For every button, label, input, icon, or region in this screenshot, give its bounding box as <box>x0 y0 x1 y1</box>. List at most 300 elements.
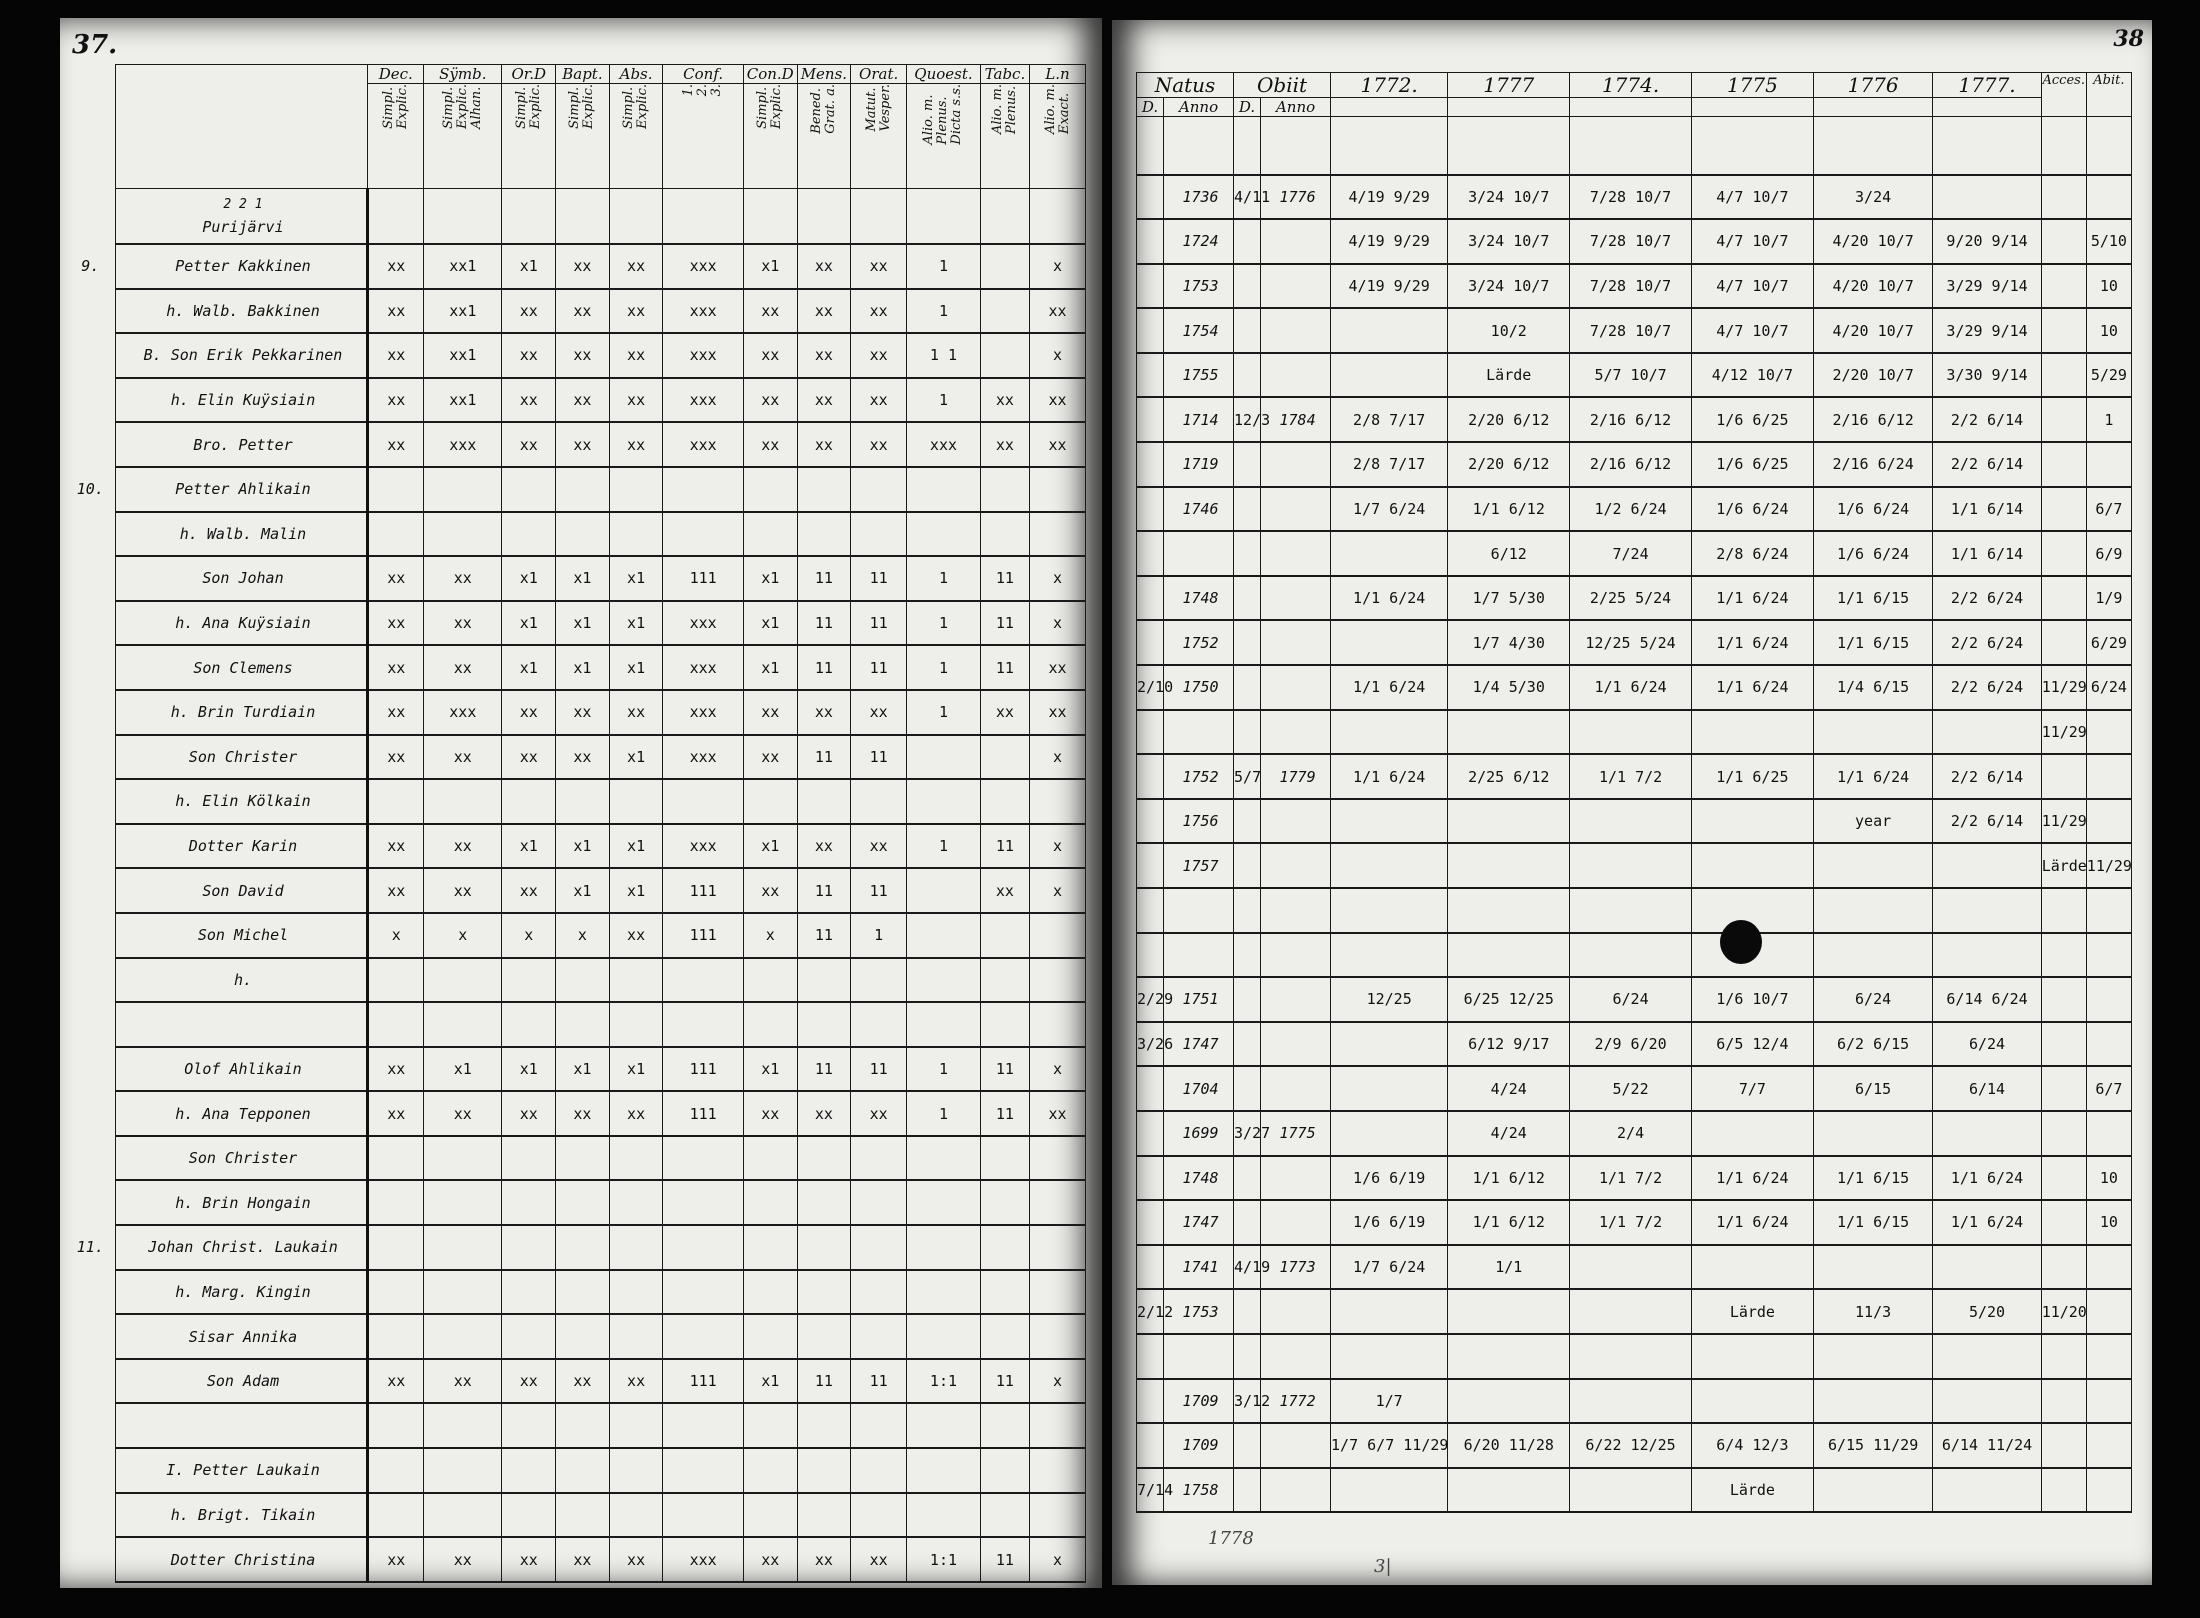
exam-1776 <box>1813 888 1933 933</box>
knowledge-mark <box>743 958 797 1003</box>
footer-year: 1778 <box>1208 1528 1254 1549</box>
person-name: Dotter Karin <box>115 824 368 869</box>
death-day <box>1234 308 1261 353</box>
household-number <box>66 1091 115 1136</box>
household-number <box>66 289 115 334</box>
date-row <box>1137 799 2132 844</box>
knowledge-mark: xx <box>743 378 797 423</box>
household-number <box>66 913 115 958</box>
knowledge-mark: xx1 <box>424 244 502 289</box>
knowledge-mark <box>797 467 851 512</box>
right-page <box>1112 20 2152 1585</box>
birth-year: 1699 <box>1164 1111 1234 1156</box>
knowledge-mark <box>663 1403 743 1448</box>
accessit-date <box>2041 264 2086 309</box>
knowledge-mark: xxx <box>663 333 743 378</box>
exam-1772: 4/19 9/29 <box>1331 264 1448 309</box>
knowledge-mark: xx <box>743 333 797 378</box>
natus-day <box>1137 353 1164 398</box>
exam-1772: 1/6 6/19 <box>1331 1156 1448 1201</box>
household-number <box>66 1314 115 1359</box>
death-year: 1775 <box>1261 1111 1331 1156</box>
knowledge-mark: xx <box>797 422 851 467</box>
knowledge-mark <box>851 512 907 557</box>
knowledge-mark <box>797 1448 851 1493</box>
accessit-date <box>2041 1379 2086 1424</box>
knowledge-mark <box>851 1403 907 1448</box>
exam-1774: 1/2 6/24 <box>1570 487 1692 532</box>
knowledge-mark: xx <box>743 289 797 334</box>
knowledge-mark: xx <box>851 244 907 289</box>
header-conf: Conf. <box>663 65 743 84</box>
person-name: B. Son Erik Pekkarinen <box>115 333 368 378</box>
knowledge-mark <box>556 1225 610 1270</box>
knowledge-mark <box>556 1270 610 1315</box>
knowledge-mark: x <box>1030 1047 1086 1092</box>
knowledge-mark <box>851 1136 907 1181</box>
subheader-orat: Matut. Vesper. <box>851 84 907 189</box>
accessit-date <box>2041 620 2086 665</box>
knowledge-mark: xx <box>368 1537 424 1582</box>
knowledge-mark: 11 <box>980 1091 1029 1136</box>
exam-1775: Lärde <box>1691 1468 1813 1513</box>
knowledge-mark: xx <box>424 1359 502 1404</box>
natus-day <box>1137 531 1164 576</box>
knowledge-mark <box>743 779 797 824</box>
exam-1774 <box>1570 888 1692 933</box>
natus-day <box>1137 888 1164 933</box>
birth-year: 1747 <box>1164 1200 1234 1245</box>
birth-year: 1736 <box>1164 175 1234 220</box>
exam-1777 <box>1933 1334 2041 1379</box>
death-day <box>1234 1066 1261 1111</box>
date-row <box>1137 576 2132 621</box>
exam-1776: 4/20 10/7 <box>1813 219 1933 264</box>
knowledge-mark <box>1030 913 1086 958</box>
exam-1772 <box>1331 620 1448 665</box>
date-row <box>1137 1245 2132 1290</box>
exam-1775: 7/7 <box>1691 1066 1813 1111</box>
exam-1774: 7/28 10/7 <box>1570 308 1692 353</box>
knowledge-mark <box>556 1493 610 1538</box>
person-row <box>66 1002 1086 1047</box>
knowledge-mark <box>980 289 1029 334</box>
knowledge-mark <box>797 1002 851 1047</box>
exam-1777: 9/20 9/14 <box>1933 219 2041 264</box>
accessit-date <box>2041 576 2086 621</box>
header-ln: L.n <box>1030 65 1086 84</box>
knowledge-mark <box>907 467 981 512</box>
knowledge-mark <box>907 1314 981 1359</box>
birth-year: 1757 <box>1164 843 1234 888</box>
knowledge-mark: xx <box>980 422 1029 467</box>
knowledge-mark <box>368 1225 424 1270</box>
knowledge-mark: xx <box>851 1537 907 1582</box>
abiit-date <box>2086 977 2131 1022</box>
subheader-natus-d: D. <box>1137 98 1164 117</box>
accessit-date <box>2041 1245 2086 1290</box>
header-year-1776: 1776 <box>1813 73 1933 98</box>
knowledge-mark <box>1030 512 1086 557</box>
exam-1772 <box>1331 888 1448 933</box>
knowledge-mark <box>556 779 610 824</box>
ink-blot <box>1720 920 1762 964</box>
village-marks: 2 2 1 <box>223 196 263 212</box>
accessit-date <box>2041 1200 2086 1245</box>
exam-1775: 1/1 6/24 <box>1691 576 1813 621</box>
exam-1776: 6/15 <box>1813 1066 1933 1111</box>
knowledge-mark: x <box>556 913 610 958</box>
exam-1774: 5/7 10/7 <box>1570 353 1692 398</box>
exam-1775: 2/8 6/24 <box>1691 531 1813 576</box>
knowledge-mark <box>797 1136 851 1181</box>
person-row <box>66 1136 1086 1181</box>
person-name: h. Brin Turdiain <box>115 690 368 735</box>
household-number <box>66 1493 115 1538</box>
knowledge-mark: xx <box>556 1537 610 1582</box>
knowledge-mark <box>743 1314 797 1359</box>
exam-1777: 2/2 6/24 <box>1933 665 2041 710</box>
knowledge-mark: xxx <box>424 690 502 735</box>
exam-1773: 1/1 <box>1448 1245 1570 1290</box>
knowledge-mark <box>851 1493 907 1538</box>
accessit-date <box>2041 1066 2086 1111</box>
abiit-date: 6/9 <box>2086 531 2131 576</box>
exam-1774: 6/22 12/25 <box>1570 1423 1692 1468</box>
death-day <box>1234 1156 1261 1201</box>
knowledge-mark: 1 <box>907 244 981 289</box>
knowledge-mark: xx <box>368 333 424 378</box>
knowledge-mark <box>663 1493 743 1538</box>
date-row <box>1137 1022 2132 1067</box>
natus-day <box>1137 1334 1164 1379</box>
knowledge-mark: x1 <box>502 824 556 869</box>
knowledge-mark: xx <box>851 378 907 423</box>
exam-1775: 1/6 6/25 <box>1691 442 1813 487</box>
knowledge-mark: xx <box>556 1359 610 1404</box>
accessit-date <box>2041 397 2086 442</box>
knowledge-mark <box>851 1002 907 1047</box>
header-tabc: Tabc. <box>980 65 1029 84</box>
birth-year: 1748 <box>1164 576 1234 621</box>
exam-1777: 2/2 6/14 <box>1933 799 2041 844</box>
knowledge-mark: xx <box>368 556 424 601</box>
knowledge-mark: xx <box>1030 1091 1086 1136</box>
birth-year <box>1164 1334 1234 1379</box>
person-name: Petter Ahlikain <box>115 467 368 512</box>
death-year <box>1261 264 1331 309</box>
knowledge-mark <box>502 1136 556 1181</box>
knowledge-mark <box>907 779 981 824</box>
knowledge-mark: xx <box>797 824 851 869</box>
village-name <box>115 189 368 245</box>
knowledge-mark: xx <box>368 289 424 334</box>
household-number <box>66 690 115 735</box>
knowledge-mark: xx <box>556 690 610 735</box>
header-abiit: Abit. <box>2086 73 2131 117</box>
abiit-date: 10 <box>2086 1200 2131 1245</box>
exam-1777: 6/24 <box>1933 1022 2041 1067</box>
exam-1775: Lärde <box>1691 1289 1813 1334</box>
knowledge-mark: x1 <box>609 1047 663 1092</box>
knowledge-mark <box>609 467 663 512</box>
knowledge-mark <box>980 1270 1029 1315</box>
knowledge-mark: xx <box>980 378 1029 423</box>
exam-1773 <box>1448 843 1570 888</box>
knowledge-mark: x <box>1030 1359 1086 1404</box>
knowledge-mark <box>1030 467 1086 512</box>
exam-1776 <box>1813 710 1933 755</box>
natus-day <box>1137 843 1164 888</box>
date-row <box>1137 620 2132 665</box>
date-row <box>1137 531 2132 576</box>
knowledge-mark: 1 <box>907 1091 981 1136</box>
exam-1776: 2/20 10/7 <box>1813 353 1933 398</box>
exam-1773 <box>1448 710 1570 755</box>
knowledge-mark <box>1030 779 1086 824</box>
knowledge-mark: xx <box>609 378 663 423</box>
knowledge-mark <box>797 512 851 557</box>
exam-1777: 2/2 6/14 <box>1933 442 2041 487</box>
exam-1772 <box>1331 1334 1448 1379</box>
accessit-date <box>2041 1111 2086 1156</box>
subheader-row <box>1137 98 2132 117</box>
death-day <box>1234 843 1261 888</box>
knowledge-mark <box>907 1403 981 1448</box>
exam-1773: 3/24 10/7 <box>1448 264 1570 309</box>
exam-1774 <box>1570 710 1692 755</box>
abiit-date: 6/7 <box>2086 1066 2131 1111</box>
knowledge-mark: xx <box>368 1047 424 1092</box>
header-abs: Abs. <box>609 65 663 84</box>
exam-1777: 6/14 11/24 <box>1933 1423 2041 1468</box>
household-number <box>66 1537 115 1582</box>
knowledge-mark <box>980 1403 1029 1448</box>
date-row <box>1137 219 2132 264</box>
exam-1774 <box>1570 933 1692 978</box>
person-name: h. Brin Hongain <box>115 1180 368 1225</box>
knowledge-mark <box>424 512 502 557</box>
natus-day <box>1137 754 1164 799</box>
subheader-conf: 1. 2. 3. <box>663 84 743 189</box>
knowledge-mark <box>851 958 907 1003</box>
knowledge-mark <box>1030 1403 1086 1448</box>
household-number: 9. <box>81 257 100 276</box>
death-day <box>1234 442 1261 487</box>
exam-1777: 2/2 6/14 <box>1933 397 2041 442</box>
household-number <box>66 958 115 1003</box>
knowledge-mark <box>797 779 851 824</box>
natus-day <box>1137 1245 1164 1290</box>
knowledge-mark: xx <box>556 422 610 467</box>
natus-day: 7/14 <box>1137 1468 1164 1513</box>
knowledge-mark <box>424 1002 502 1047</box>
death-year <box>1261 620 1331 665</box>
knowledge-mark: 1 <box>907 289 981 334</box>
accessit-date <box>2041 1423 2086 1468</box>
date-row <box>1137 888 2132 933</box>
knowledge-mark: x1 <box>556 1047 610 1092</box>
death-day <box>1234 933 1261 978</box>
birth-year: 1709 <box>1164 1423 1234 1468</box>
knowledge-mark: 11 <box>851 1359 907 1404</box>
date-row <box>1137 397 2132 442</box>
exam-1773: 3/24 10/7 <box>1448 219 1570 264</box>
abiit-date: 1 <box>2086 397 2131 442</box>
natus-day <box>1137 1066 1164 1111</box>
knowledge-mark: xxx <box>663 289 743 334</box>
household-number <box>66 378 115 423</box>
accessit-date: 11/20 <box>2041 1289 2086 1334</box>
subheader-bapt: Simpl. Explic. <box>556 84 610 189</box>
knowledge-mark <box>851 1180 907 1225</box>
abiit-date <box>2086 1289 2131 1334</box>
death-day <box>1234 264 1261 309</box>
knowledge-mark <box>980 512 1029 557</box>
knowledge-mark: xx <box>502 422 556 467</box>
knowledge-mark <box>907 1225 981 1270</box>
natus-day <box>1137 1111 1164 1156</box>
knowledge-mark <box>907 868 981 913</box>
date-row <box>1137 264 2132 309</box>
date-row <box>1137 710 2132 755</box>
birth-year: 1753 <box>1164 264 1234 309</box>
person-row <box>66 1091 1086 1136</box>
exam-1772: 4/19 9/29 <box>1331 175 1448 220</box>
knowledge-mark <box>743 1270 797 1315</box>
exam-1772 <box>1331 1289 1448 1334</box>
knowledge-mark <box>368 1314 424 1359</box>
exam-1777: 1/1 6/14 <box>1933 531 2041 576</box>
knowledge-mark: xx <box>424 868 502 913</box>
person-row <box>66 913 1086 958</box>
accessit-date <box>2041 487 2086 532</box>
knowledge-mark <box>609 1180 663 1225</box>
natus-day: 2/10 <box>1137 665 1164 710</box>
knowledge-mark <box>556 1002 610 1047</box>
accessit-date: 11/29 <box>2041 710 2086 755</box>
knowledge-mark: xx <box>980 690 1029 735</box>
exam-1777: 6/14 6/24 <box>1933 977 2041 1022</box>
birth-year: 1755 <box>1164 353 1234 398</box>
knowledge-mark <box>851 1448 907 1493</box>
birth-year: 1748 <box>1164 1156 1234 1201</box>
birth-year: 1719 <box>1164 442 1234 487</box>
knowledge-mark <box>609 1403 663 1448</box>
person-row <box>66 556 1086 601</box>
exam-1777: 6/14 <box>1933 1066 2041 1111</box>
knowledge-mark <box>907 735 981 780</box>
header-cond: Con.D <box>743 65 797 84</box>
person-name: Petter Kakkinen <box>115 244 368 289</box>
exam-1774 <box>1570 1289 1692 1334</box>
exam-1773 <box>1448 1468 1570 1513</box>
person-name: Olof Ahlikain <box>115 1047 368 1092</box>
exam-1774: 2/25 5/24 <box>1570 576 1692 621</box>
death-day <box>1234 487 1261 532</box>
abiit-date: 5/10 <box>2086 219 2131 264</box>
death-year <box>1261 843 1331 888</box>
exam-1772 <box>1331 843 1448 888</box>
household-number <box>66 601 115 646</box>
exam-1772 <box>1331 308 1448 353</box>
knowledge-mark: 1 <box>907 690 981 735</box>
death-day <box>1234 665 1261 710</box>
knowledge-mark: xxx <box>663 378 743 423</box>
knowledge-mark <box>556 1403 610 1448</box>
knowledge-mark: 11 <box>851 735 907 780</box>
knowledge-mark <box>609 779 663 824</box>
knowledge-mark: xx <box>556 1091 610 1136</box>
date-row <box>1137 1200 2132 1245</box>
exam-1777 <box>1933 888 2041 933</box>
knowledge-mark <box>609 1002 663 1047</box>
knowledge-mark <box>797 1225 851 1270</box>
exam-1776 <box>1813 1379 1933 1424</box>
knowledge-mark <box>424 1180 502 1225</box>
household-number <box>66 1002 115 1047</box>
knowledge-mark: xx <box>368 735 424 780</box>
header-row <box>66 65 1086 84</box>
date-row <box>1137 1066 2132 1111</box>
person-row <box>66 289 1086 334</box>
exam-1774: 1/1 7/2 <box>1570 1156 1692 1201</box>
death-year <box>1261 1334 1331 1379</box>
exam-1776 <box>1813 843 1933 888</box>
exam-1775: 1/6 6/24 <box>1691 487 1813 532</box>
knowledge-mark: 111 <box>663 1091 743 1136</box>
knowledge-mark <box>502 1225 556 1270</box>
person-row <box>66 690 1086 735</box>
exam-1775: 6/4 12/3 <box>1691 1423 1813 1468</box>
knowledge-mark <box>1030 1493 1086 1538</box>
knowledge-mark: x1 <box>609 735 663 780</box>
knowledge-mark: x1 <box>556 868 610 913</box>
knowledge-mark <box>424 958 502 1003</box>
knowledge-mark <box>1030 1270 1086 1315</box>
knowledge-mark: x <box>1030 244 1086 289</box>
knowledge-mark <box>502 1270 556 1315</box>
exam-1777: 1/1 6/24 <box>1933 1156 2041 1201</box>
person-name: I. Petter Laukain <box>115 1448 368 1493</box>
death-year <box>1261 1289 1331 1334</box>
exam-1775: 1/6 6/25 <box>1691 397 1813 442</box>
abiit-date: 6/24 <box>2086 665 2131 710</box>
knowledge-mark <box>663 779 743 824</box>
knowledge-mark: xx <box>851 422 907 467</box>
death-day <box>1234 1289 1261 1334</box>
death-year: 1773 <box>1261 1245 1331 1290</box>
subheader-ord: Simpl. Explic. <box>502 84 556 189</box>
accessit-date: 11/29 <box>2041 799 2086 844</box>
exam-1777: 3/29 9/14 <box>1933 264 2041 309</box>
knowledge-mark <box>502 1448 556 1493</box>
abiit-date: 6/29 <box>2086 620 2131 665</box>
abiit-date <box>2086 1334 2131 1379</box>
knowledge-mark: x1 <box>502 601 556 646</box>
exam-1776 <box>1813 1334 1933 1379</box>
accessit-date: Lärde <box>2041 843 2086 888</box>
knowledge-mark: 11 <box>980 601 1029 646</box>
knowledge-mark <box>368 958 424 1003</box>
knowledge-mark: xx <box>1030 378 1086 423</box>
knowledge-mark <box>1030 958 1086 1003</box>
knowledge-mark: xxx <box>907 422 981 467</box>
knowledge-mark: xx <box>743 422 797 467</box>
knowledge-mark: xx <box>797 244 851 289</box>
knowledge-mark: xx <box>368 422 424 467</box>
knowledge-mark <box>663 512 743 557</box>
